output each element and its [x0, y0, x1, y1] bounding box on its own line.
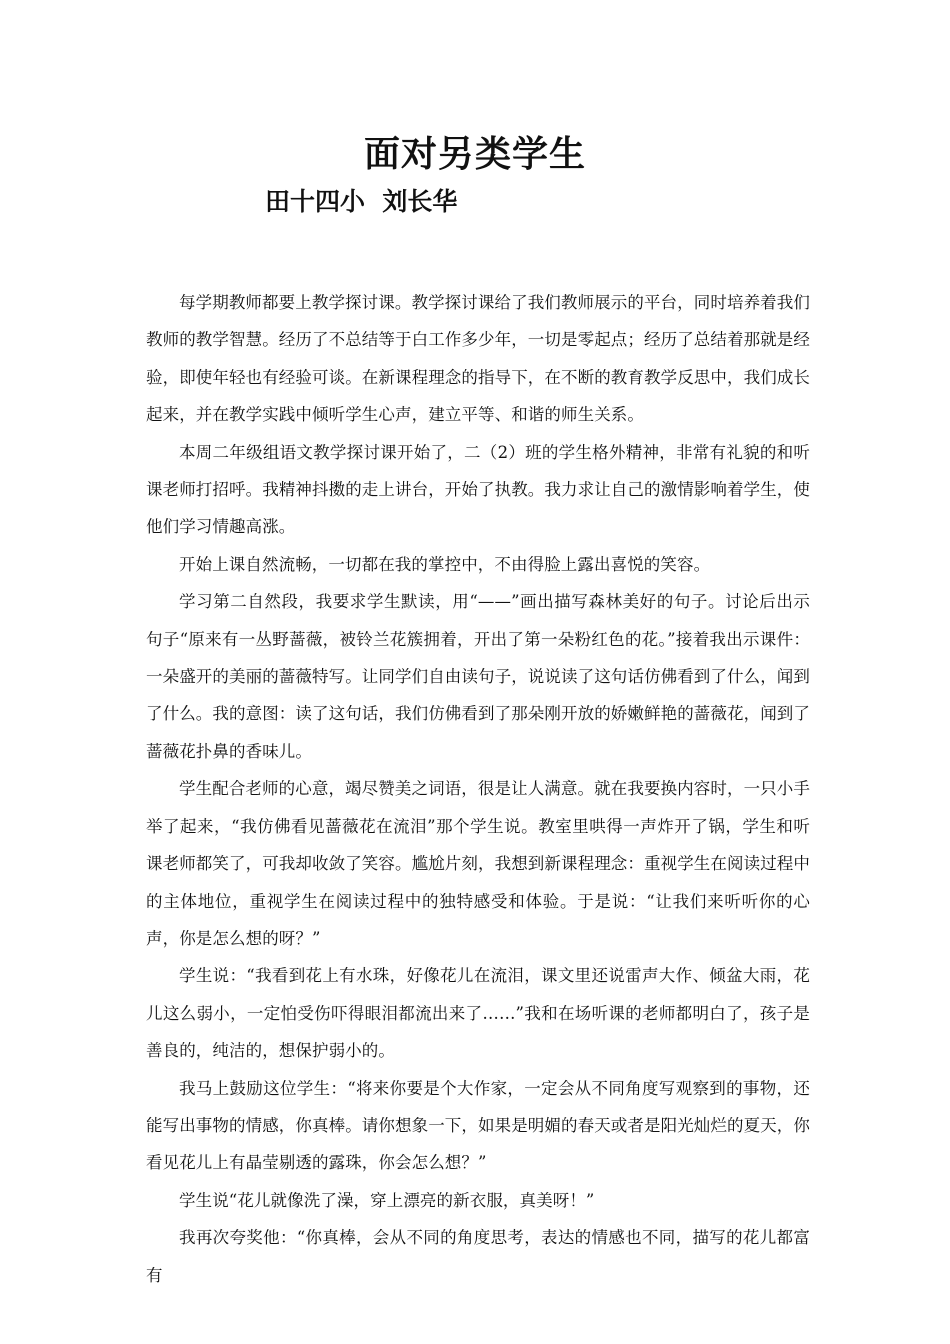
paragraph: 学生说“花儿就像洗了澡，穿上漂亮的新衣服，真美呀！” [179, 1190, 595, 1210]
paragraph: 开始上课自然流畅，一切都在我的掌控中，不由得脸上露出喜悦的笑容。 [179, 554, 711, 574]
paragraph: 学生说：“我看到花上有水珠，好像花儿在流泪，课文里还说雷声大作、倾盆大雨，花儿这么弱小，一定怕受伤吓得眼泪都流出来了……”我和在场听课的老师都明白了，孩子是善良的，纯洁的，想保护弱小的。 [146, 966, 810, 1061]
document-body [146, 284, 810, 1294]
paragraph: 学生配合老师的心意，竭尽赞美之词语，很是让人满意。就在我要换内容时，一只小手举了起来，“我仿佛看见蔷薇花在流泪”那个学生说。教室里哄得一声炸开了锅，学生和听课老师都笑了，可我却收敛了笑容。尴尬片刻，我想到新课程理念：重视学生在阅读过程中的主体地位，重视学生在阅读过程中的独特感受和体验。于是说：“让我们来听听你的心声，你是怎么想的呀？” [146, 779, 810, 948]
paragraph: 我马上鼓励这位学生：“将来你要是个大作家，一定会从不同角度写观察到的事物，还能写出事物的情感，你真棒。请你想象一下，如果是明媚的春天或者是阳光灿烂的夏天，你看见花儿上有晶莹剔透的露珠，你会怎么想？” [146, 1078, 810, 1173]
document-title: 面对另类学生 [363, 134, 586, 175]
paragraph: 我再次夸奖他：“你真棒，会从不同的角度思考，表达的情感也不同，描写的花儿都富有 [146, 1228, 810, 1285]
paragraph: 每学期教师都要上教学探讨课。教学探讨课给了我们教师展示的平台，同时培养着我们教师的教学智慧。经历了不总结等于白工作多少年，一切是零起点；经历了总结着那就是经验，即使年轻也有经验可谈。在新课程理念的指导下，在不断的教育教学反思中，我们成长起来，并在教学实践中倾听学生心声，建立平等、和谐的师生关系。 [146, 293, 810, 425]
document-author: 田十四小 刘长华 [265, 187, 458, 216]
paragraph: 本周二年级组语文教学探讨课开始了，二（2）班的学生格外精神，非常有礼貌的和听课老师打招呼。我精神抖擞的走上讲台，开始了执教。我力求让自己的激情影响着学生，使他们学习情趣高涨。 [146, 442, 810, 537]
paragraph: 学习第二自然段，我要求学生默读，用“——”画出描写森林美好的句子。讨论后出示句子“原来有一丛野蔷薇，被铃兰花簇拥着，开出了第一朵粉红色的花。”接着我出示课件：一朵盛开的美丽的蔷薇特写。让同学们自由读句子，说说读了这句话仿佛看到了什么，闻到了什么。我的意图：读了这句话，我们仿佛看到了那朵刚开放的娇嫩鲜艳的蔷薇花，闻到了蔷薇花扑鼻的香味儿。 [146, 592, 810, 761]
